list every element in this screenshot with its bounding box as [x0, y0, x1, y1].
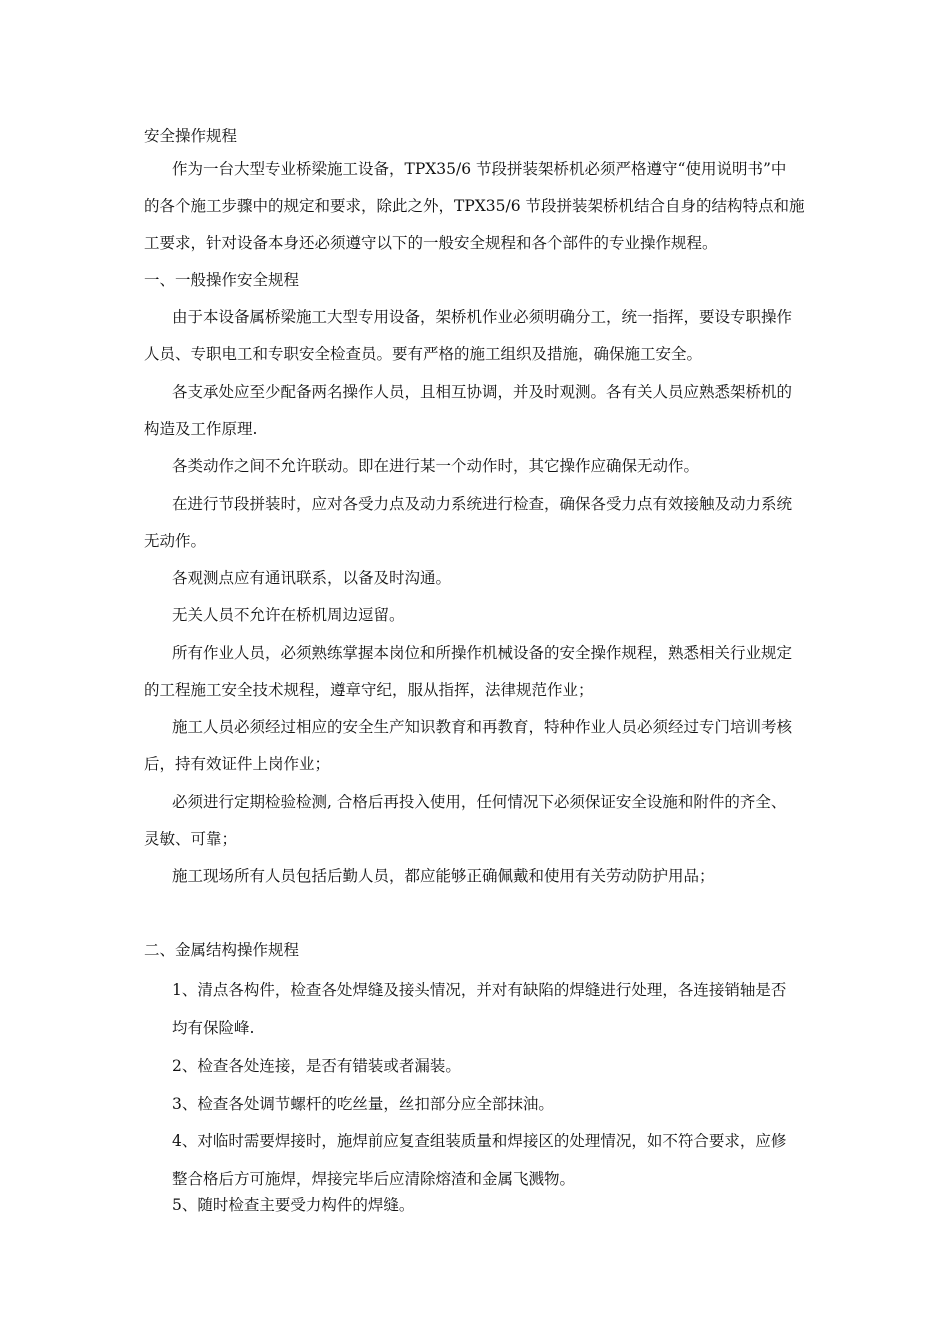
list-item: 5、随时检查主要受力构件的焊缝。 — [172, 1196, 415, 1214]
intro-line: 作为一台大型专业桥梁施工设备，TPX35/6 节段拼装架桥机必须严格遵守“使用说明书”中 — [172, 160, 787, 178]
body-line: 各支承处应至少配备两名操作人员，且相互协调，并及时观测。各有关人员应熟悉架桥机的 — [172, 383, 793, 401]
list-item: 4、对临时需要焊接时，施焊前应复查组装质量和焊接区的处理情况，如不符合要求，应修 — [172, 1132, 787, 1150]
body-line: 灵敏、可靠； — [144, 830, 238, 848]
body-line: 必须进行定期检验检测, 合格后再投入使用，任何情况下必须保证安全设施和附件的齐全、 — [172, 793, 787, 811]
intro-line: 的各个施工步骤中的规定和要求，除此之外，TPX35/6 节段拼装架桥机结合自身的结构特点和施 — [144, 197, 805, 215]
list-item: 整合格后方可施焊，焊接完毕后应清除熔渣和金属飞溅物。 — [172, 1170, 576, 1188]
section-heading: 二、金属结构操作规程 — [144, 941, 300, 959]
intro-line: 工要求，针对设备本身还必须遵守以下的一般安全规程和各个部件的专业操作规程。 — [144, 234, 718, 252]
body-line: 所有作业人员，必须熟练掌握本岗位和所操作机械设备的安全操作规程，熟悉相关行业规定 — [172, 644, 793, 662]
section-heading: 一、一般操作安全规程 — [144, 271, 300, 289]
body-line: 施工人员必须经过相应的安全生产知识教育和再教育，特种作业人员必须经过专门培训考核 — [172, 718, 793, 736]
body-line: 施工现场所有人员包括后勤人员，都应能够正确佩戴和使用有关劳动防护用品； — [172, 867, 715, 885]
list-item: 均有保险峰. — [172, 1019, 255, 1037]
body-line: 在进行节段拼装时，应对各受力点及动力系统进行检查，确保各受力点有效接触及动力系统 — [172, 495, 793, 513]
body-line: 构造及工作原理. — [144, 420, 258, 438]
body-line: 人员、专职电工和专职安全检查员。要有严格的施工组织及措施，确保施工安全。 — [144, 345, 703, 363]
body-line: 后，持有效证件上岗作业； — [144, 755, 331, 773]
list-item: 3、检查各处调节螺杆的吃丝量，丝扣部分应全部抹油。 — [172, 1095, 554, 1113]
body-line: 的工程施工安全技术规程，遵章守纪，服从指挥，法律规范作业； — [144, 681, 594, 699]
body-line: 各类动作之间不允许联动。即在进行某一个动作时，其它操作应确保无动作。 — [172, 457, 700, 475]
list-item: 2、检查各处连接，是否有错装或者漏装。 — [172, 1057, 461, 1075]
body-line: 各观测点应有通讯联系，以备及时沟通。 — [172, 569, 452, 587]
list-item: 1、清点各构件，检查各处焊缝及接头情况，并对有缺陷的焊缝进行处理，各连接销轴是否 — [172, 981, 787, 999]
body-line: 由于本设备属桥梁施工大型专用设备，架桥机作业必须明确分工，统一指挥，要设专职操作 — [172, 308, 793, 326]
body-line: 无关人员不允许在桥机周边逗留。 — [172, 606, 405, 624]
body-line: 无动作。 — [144, 532, 207, 550]
document-title: 安全操作规程 — [144, 127, 238, 145]
